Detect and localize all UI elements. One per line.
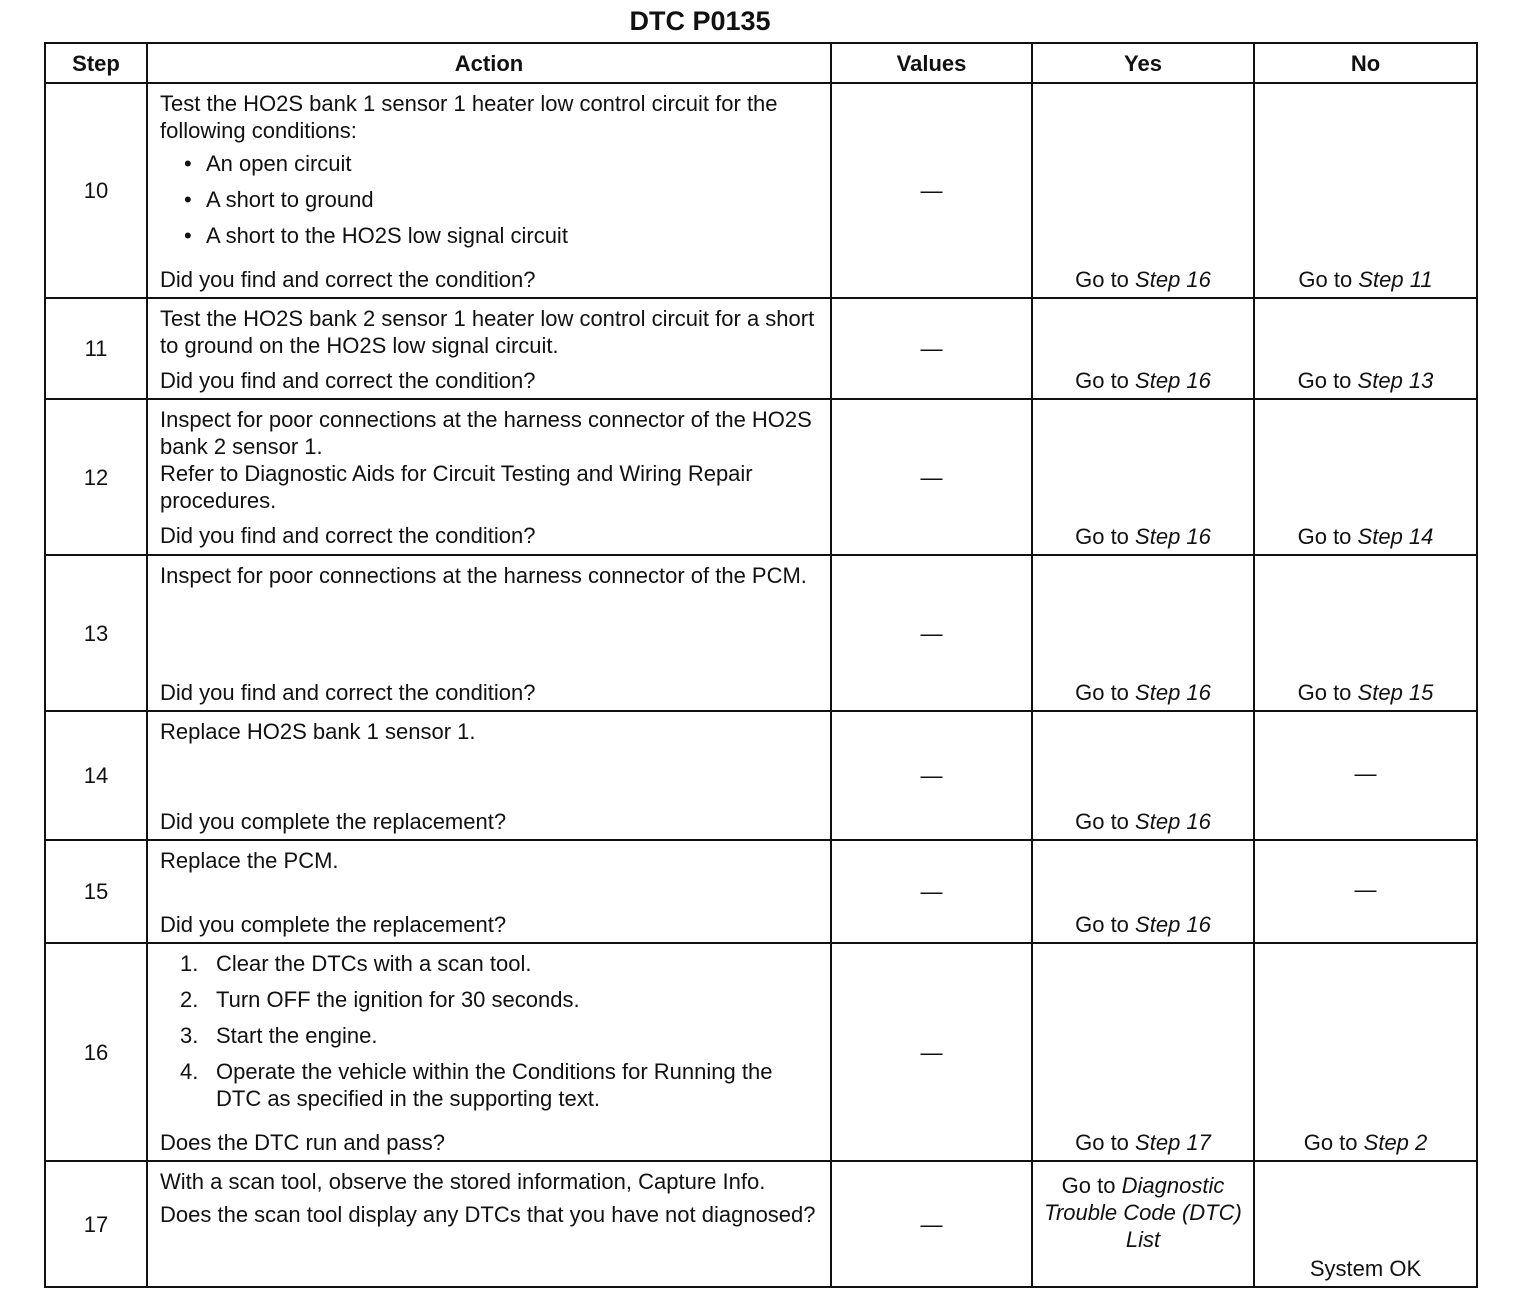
step-number: 10 <box>45 83 147 298</box>
no-cell: — <box>1254 840 1477 943</box>
table-header-row <box>45 43 1477 83</box>
yes-cell: Go to Step 16 <box>1032 399 1254 555</box>
yes-cell: Go to Step 16 <box>1032 840 1254 943</box>
values-cell: — <box>831 298 1032 399</box>
table-row <box>45 840 1477 943</box>
step-number: 12 <box>45 399 147 555</box>
numbered-item: 1. Clear the DTCs with a scan tool. <box>180 951 532 976</box>
action-question: Does the DTC run and pass? <box>160 1130 445 1155</box>
table-row <box>45 298 1477 399</box>
header-action: Action <box>147 43 831 83</box>
action-text: With a scan tool, observe the stored information, Capture Info. <box>160 1169 766 1194</box>
no-step-link: Step 15 <box>1357 680 1434 705</box>
table-row <box>45 943 1477 1161</box>
yes-step-link: Step 16 <box>1135 809 1211 834</box>
action-text: Replace the PCM. <box>160 848 339 873</box>
yes-step-link: Step 17 <box>1135 1130 1211 1155</box>
action-cell <box>147 711 831 840</box>
action-question: Did you find and correct the condition? <box>160 523 536 548</box>
action-cell <box>147 840 831 943</box>
numbered-item: 2. Turn OFF the ignition for 30 seconds. <box>180 987 580 1012</box>
action-question: Did you find and correct the condition? <box>160 680 536 705</box>
step-number: 13 <box>45 555 147 711</box>
action-text: Replace HO2S bank 1 sensor 1. <box>160 719 476 744</box>
no-step-link: Step 14 <box>1357 524 1434 549</box>
table-row <box>45 1161 1477 1287</box>
yes-cell: Go to Step 16 <box>1032 83 1254 298</box>
action-question: Does the scan tool display any DTCs that you have not diagnosed? <box>160 1202 816 1227</box>
header-yes: Yes <box>1032 43 1254 83</box>
action-cell <box>147 555 831 711</box>
diagnostic-table <box>44 42 1478 1288</box>
header-step: Step <box>45 43 147 83</box>
numbered-item: 3. Start the engine. <box>180 1023 378 1048</box>
action-cell <box>147 943 831 1161</box>
yes-cell: Go to Step 16 <box>1032 711 1254 840</box>
table-row <box>45 399 1477 555</box>
action-text: Test the HO2S bank 1 sensor 1 heater low control circuit for the following conditions: <box>160 91 778 143</box>
values-cell: — <box>831 840 1032 943</box>
yes-list-link: Diagnostic Trouble Code (DTC) List <box>1044 1173 1242 1252</box>
action-text: Inspect for poor connections at the harness connector of the PCM. <box>160 563 807 588</box>
step-number: 17 <box>45 1161 147 1287</box>
no-cell: Go to Step 13 <box>1254 298 1477 399</box>
header-values: Values <box>831 43 1032 83</box>
values-cell: — <box>831 83 1032 298</box>
step-number: 15 <box>45 840 147 943</box>
table-row <box>45 83 1477 298</box>
no-step-link: Step 2 <box>1363 1130 1428 1155</box>
yes-cell: Go to Diagnostic Trouble Code (DTC) List <box>1032 1161 1254 1287</box>
action-text: Inspect for poor connections at the harness connector of the HO2S bank 2 sensor 1. <box>160 407 812 459</box>
no-cell: Go to Step 2 <box>1254 943 1477 1161</box>
action-cell <box>147 399 831 555</box>
step-number: 16 <box>45 943 147 1161</box>
bullet-item: • An open circuit <box>184 151 352 176</box>
document-title: DTC P0135 <box>629 6 771 36</box>
header-no: No <box>1254 43 1477 83</box>
action-question: Did you find and correct the condition? <box>160 368 536 393</box>
values-cell: — <box>831 555 1032 711</box>
yes-step-link: Step 16 <box>1135 368 1211 393</box>
numbered-item: 4. Operate the vehicle within the Conditions for Running the DTC as specified in the supporting text. <box>180 1059 773 1111</box>
no-cell: System OK <box>1254 1161 1477 1287</box>
action-question: Did you complete the replacement? <box>160 912 507 937</box>
bullet-item: • A short to the HO2S low signal circuit <box>184 223 568 248</box>
no-cell: Go to Step 11 <box>1254 83 1477 298</box>
no-cell: Go to Step 14 <box>1254 399 1477 555</box>
yes-cell: Go to Step 16 <box>1032 298 1254 399</box>
action-question: Did you complete the replacement? <box>160 809 507 834</box>
values-cell: — <box>831 943 1032 1161</box>
action-text-refer: Refer to Diagnostic Aids for Circuit Testing and Wiring Repair procedures. <box>160 461 753 513</box>
table-row <box>45 711 1477 840</box>
values-cell: — <box>831 399 1032 555</box>
no-step-link: Step 13 <box>1357 368 1434 393</box>
no-cell: Go to Step 15 <box>1254 555 1477 711</box>
action-text: Test the HO2S bank 2 sensor 1 heater low control circuit for a short to ground on the HO2S low signal circuit. <box>160 306 815 358</box>
values-cell: — <box>831 711 1032 840</box>
action-cell <box>147 298 831 399</box>
values-cell: — <box>831 1161 1032 1287</box>
yes-step-link: Step 16 <box>1135 912 1211 937</box>
action-question: Did you find and correct the condition? <box>160 267 536 292</box>
action-cell <box>147 1161 831 1287</box>
bullet-item: • A short to ground <box>184 187 374 212</box>
no-step-link: Step 11 <box>1358 267 1433 292</box>
action-cell <box>147 83 831 298</box>
table-row <box>45 555 1477 711</box>
yes-step-link: Step 16 <box>1135 267 1211 292</box>
step-number: 14 <box>45 711 147 840</box>
yes-step-link: Step 16 <box>1135 680 1211 705</box>
yes-cell: Go to Step 17 <box>1032 943 1254 1161</box>
yes-cell: Go to Step 16 <box>1032 555 1254 711</box>
yes-step-link: Step 16 <box>1135 524 1211 549</box>
no-cell: — <box>1254 711 1477 840</box>
step-number: 11 <box>45 298 147 399</box>
